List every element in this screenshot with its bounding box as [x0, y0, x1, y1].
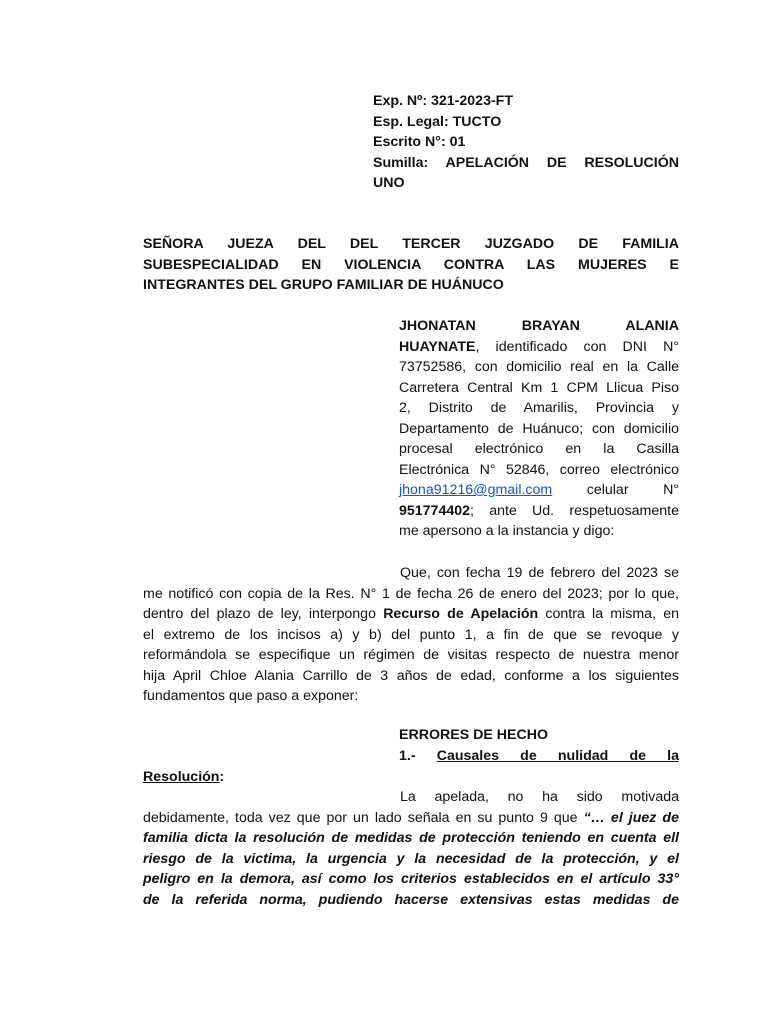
- p1-line-6: hija April Chloe Alania Carrillo de 3 años de edad, conforme a los siguientes: [143, 667, 679, 684]
- item-heading: [399, 746, 679, 767]
- summary-line: [373, 153, 679, 174]
- party-dni-label: , identificado con DNI N°: [475, 338, 679, 355]
- p2-line-2-a: debidamente, toda vez que por un lado señala en su punto 9 que: [143, 809, 578, 826]
- paragraph-2: [143, 787, 679, 910]
- legal-specialist: Esp. Legal: TUCTO: [373, 113, 502, 130]
- email-link[interactable]: jhona91216@gmail.com: [399, 482, 553, 498]
- appeal-term: Recurso de Apelación: [383, 606, 539, 622]
- p1-line-7: fundamentos que paso a exponer:: [143, 688, 359, 704]
- case-number: Exp. Nº: 321-2023-FT: [373, 93, 514, 109]
- p2-quote-start: “… el juez de: [583, 809, 679, 826]
- party-line-6: Departamento de Huánuco; con domicilio: [399, 420, 679, 437]
- summary-text: : APELACIÓN DE RESOLUCIÓN: [423, 154, 679, 171]
- party-line-9: [399, 480, 679, 501]
- case-header: [373, 91, 679, 194]
- phone-number: 951774402: [399, 502, 471, 519]
- p1-line-3: [143, 604, 679, 625]
- item-heading-line: [399, 746, 679, 767]
- item-title-continued: Resolución: [143, 769, 220, 785]
- p1-line-4: el extremo de los incisos a) y b) del punto 1, a fin de que se revoque y: [143, 626, 679, 643]
- filing-number: Escrito N°: 01: [373, 134, 466, 150]
- summary-text-continued: UNO: [373, 175, 405, 191]
- party-line-10: [399, 501, 679, 522]
- p2-line-2: [143, 808, 679, 829]
- party-name-line: JHONATAN BRAYAN ALANIA: [399, 318, 679, 334]
- p2-line-1: La apelada, no ha sido motivada: [400, 789, 679, 805]
- p1-line-2: me notificó con copia de la Res. N° 1 de fecha 26 de enero del 2023; por lo que,: [143, 585, 679, 602]
- addressee-line-1: SEÑORA JUEZA DEL DEL TERCER JUZGADO DE FAMILIA: [143, 236, 679, 252]
- item-heading-continued: [143, 767, 224, 788]
- p2-line-4: riesgo de la victima, la urgencia y la necesidad de la protección, y el: [143, 850, 679, 867]
- p2-line-5: peligro en la demora, así como los criterios establecidos en el artículo 33°: [143, 871, 679, 887]
- p1-line-1: Que, con fecha 19 de febrero del 2023 se: [400, 565, 679, 581]
- p1-line-3-a: dentro del plazo de ley, interpongo: [143, 606, 376, 622]
- item-title: Causales de nulidad de la: [436, 748, 679, 764]
- addressee: [143, 234, 679, 296]
- party-line-4: Carretera Central Km 1 CPM Llicua Piso: [399, 379, 679, 396]
- paragraph-1: [143, 563, 679, 707]
- item-number: 1.-: [399, 748, 416, 764]
- party-line-2: [399, 337, 679, 358]
- addressee-line-2: SUBESPECIALIDAD EN VIOLENCIA CONTRA LAS MUJERES E: [143, 256, 679, 273]
- p1-line-5: reformándola se especifique un régimen de visitas respecto de nuestra menor: [143, 647, 679, 663]
- party-identification: [399, 316, 679, 542]
- party-line-7: procesal electrónico en la Casilla: [399, 441, 679, 457]
- party-surname: HUAYNATE: [399, 338, 476, 355]
- addressee-line-3: INTEGRANTES DEL GRUPO FAMILIAR DE HUÁNUCO: [143, 277, 504, 293]
- party-line-11: me apersono a la instancia y digo:: [399, 523, 615, 539]
- p2-line-6: de la referida norma, pudiendo hacerse extensivas estas medidas de: [143, 891, 679, 908]
- item-colon: :: [219, 769, 225, 785]
- celular-label: celular N°: [586, 482, 679, 498]
- party-line-10-rest: ; ante Ud. respetuosamente: [470, 502, 679, 519]
- summary-label: Sumilla: [373, 154, 424, 171]
- p1-line-3-b: contra la misma, en: [545, 606, 680, 622]
- section-title: ERRORES DE HECHO: [399, 727, 548, 743]
- party-line-8: Electrónica N° 52846, correo electrónico: [399, 461, 679, 478]
- party-line-5: 2, Distrito de Amarilis, Provincia y: [399, 400, 679, 416]
- party-line-3: 73752586, con domicilio real en la Calle: [399, 359, 679, 375]
- p2-line-3: familia dicta la resolución de medidas de protección teniendo en cuenta ell: [143, 830, 679, 846]
